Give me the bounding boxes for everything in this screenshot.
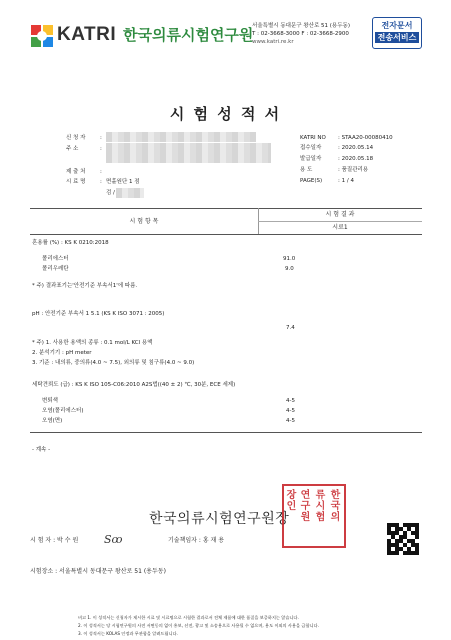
issued-date-label: 발급일자 <box>300 156 322 162</box>
sample-name-value: 면홑원단 1 점 <box>106 179 140 185</box>
header-address: 서울특별시 동대문구 왕산로 51 (용두동) <box>252 23 350 29</box>
address-sep: : <box>100 146 102 152</box>
remark-line: 2. 이 성적서는 당 시험연구원의 사전 서면동의 없이 홍보, 선전, 광고 및 소송용으로 사용될 수 없으며, 용도 이외의 사용을 금합니다. <box>78 623 319 628</box>
katri-logo-icon <box>30 24 54 48</box>
section-heading-composition: 혼용률 (%) : KS K 0210:2018 <box>32 240 109 246</box>
remark-line: 3. 이 성적서는 KOLAS 인정과 무관함을 알려드립니다. <box>78 631 178 636</box>
seal-column: 류시험 <box>315 490 326 523</box>
header-website: www.katri.re.kr <box>252 39 294 45</box>
header-phone: T : 02-3668-3000 F : 02-3668-2900 <box>252 31 349 37</box>
sample-name-sep: : <box>100 179 102 185</box>
sample-extra-value: 검 / <box>106 190 115 196</box>
sample-name-label: 시 료 명 <box>66 179 86 185</box>
pages-value: : 1 / 4 <box>338 178 354 184</box>
page-title: 시 험 성 적 서 <box>169 105 282 123</box>
table-header-mid-rule <box>258 221 422 222</box>
remark-line: 비고 1. 이 성적서는 신청자가 제시한 시료 및 시료명으로 시험한 결과로서 전체 제품에 대한 품질을 보증하지는 않습니다. <box>78 615 299 620</box>
section-heading-wash-fastness: 세탁견뢰도 (급) : KS K ISO 105-C06:2010 A2S법((40 ± 2) ℃, 30분, ECE 세제) <box>32 382 236 388</box>
table-row-value: 4-5 <box>286 398 295 404</box>
katri-no-value: : STAA20-00080410 <box>338 135 393 141</box>
received-date-label: 접수일자 <box>300 145 322 151</box>
qr-code <box>387 523 419 555</box>
sample-extra-redacted <box>116 188 144 198</box>
org-name: 한국의류시험연구원 <box>123 26 254 44</box>
table-top-rule <box>30 208 422 209</box>
badge-line1: 전자문서 <box>381 21 413 30</box>
purpose-value: : 품질관리용 <box>338 167 369 173</box>
table-row-value: 9.0 <box>285 266 294 272</box>
seal-column: 한국의 <box>330 490 341 523</box>
submit-to-label: 제 출 처 <box>66 169 86 175</box>
katri-no-label: KATRI NO <box>300 135 326 141</box>
address-label: 주 소 <box>66 146 79 152</box>
table-row-item: 오염(면) <box>42 418 63 424</box>
received-date-value: : 2020.05.14 <box>338 145 374 151</box>
table-header-bottom-rule <box>30 234 422 235</box>
col-test-result: 시 험 결 과 <box>325 211 355 218</box>
e-document-badge <box>372 17 422 49</box>
official-seal <box>282 484 346 548</box>
col-sample1: 시료1 <box>332 224 348 231</box>
applicant-value-redacted <box>106 132 256 142</box>
applicant-label: 신 청 자 <box>66 135 86 141</box>
table-row-value: 91.0 <box>283 256 296 262</box>
table-row-item: 변퇴색 <box>42 398 58 404</box>
section-heading-ph: pH : 안전기준 부속서 1 5.1 (KS K ISO 3071 : 2005) <box>32 311 165 317</box>
section-note: 3. 기준 : 내의류, 중의류(4.0 ~ 7.5), 외의류 및 침구류(4.0 ~ 9.0) <box>32 360 195 366</box>
applicant-sep: : <box>100 135 102 141</box>
seal-column: 장인 <box>286 490 297 512</box>
tester-label: 시 험 자 : 박 수 원 <box>30 537 79 544</box>
col-test-item: 시 험 항 목 <box>129 218 159 225</box>
section-note: 2. 분석기기 : pH meter <box>32 350 92 356</box>
table-row-item: 오염(폴리에스터) <box>42 408 84 414</box>
section-note: * 주) 결과표기는'안전기준 부속서1'에 따름. <box>32 283 138 289</box>
tester-signature: Sꝏ <box>104 533 123 546</box>
test-location: 시험장소 : 서울특별시 동대문구 왕산로 51 (용두동) <box>30 568 166 575</box>
address-value-redacted <box>106 143 271 163</box>
pages-label: PAGE(S) <box>300 178 323 184</box>
badge-line2: 전송서비스 <box>375 32 419 43</box>
seal-column: 연구원 <box>300 490 311 523</box>
table-row-item: 폴리에스터 <box>42 256 69 262</box>
table-row-item: 폴리우레탄 <box>42 266 69 272</box>
table-row-value: 7.4 <box>286 325 295 331</box>
table-bottom-rule <box>30 432 422 433</box>
section-note: * 주) 1. 사용한 용액의 종류 : 0.1 mol/L KCl 용액 <box>32 340 153 346</box>
table-row-value: 4-5 <box>286 418 295 424</box>
submit-to-sep: : <box>100 169 102 175</box>
continued-marker: - 계속 - <box>32 447 51 453</box>
table-row-value: 4-5 <box>286 408 295 414</box>
org-signature-name: 한국의류시험연구원장 <box>149 511 290 527</box>
tech-manager-label: 기술책임자 : 홍 재 용 <box>168 537 225 544</box>
brand-name: KATRI <box>57 24 117 45</box>
issued-date-value: : 2020.05.18 <box>338 156 374 162</box>
katri-logo <box>30 24 54 48</box>
purpose-label: 용 도 <box>300 167 313 173</box>
